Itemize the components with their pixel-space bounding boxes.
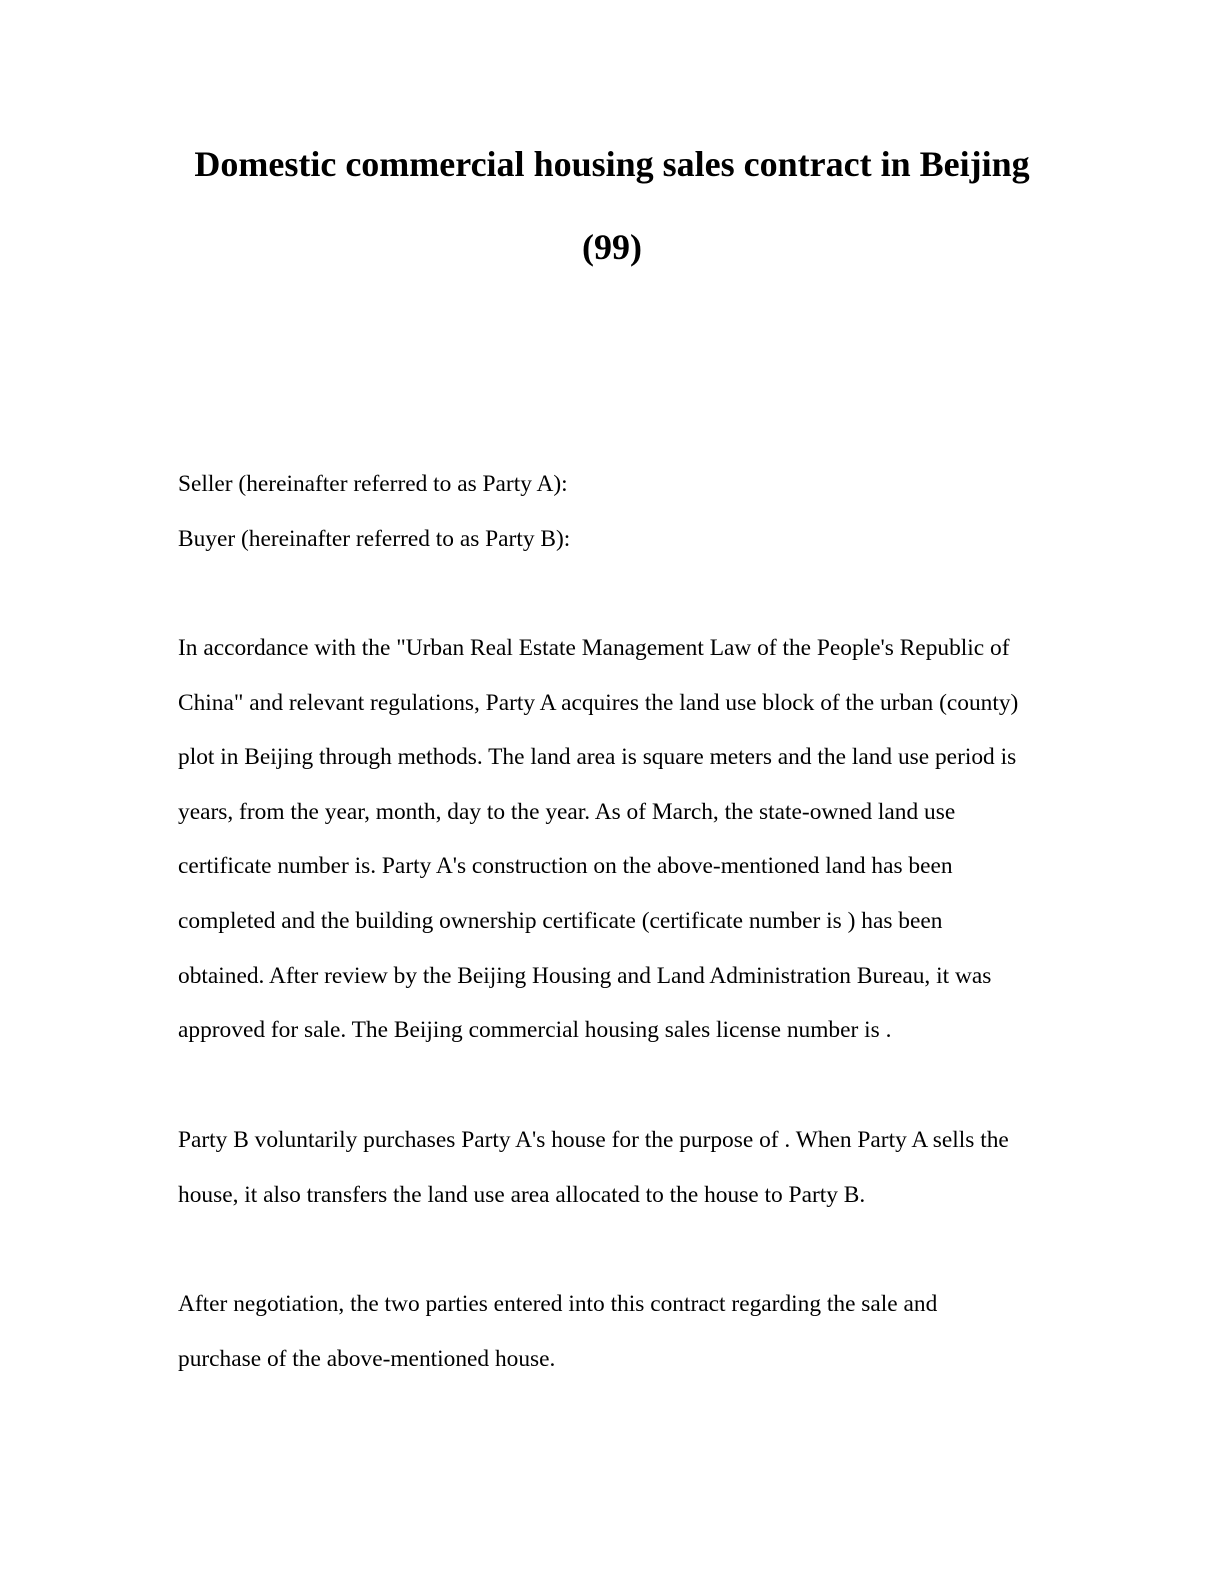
parties-block [178,457,1058,566]
paragraph-line: In accordance with the "Urban Real Estate Management Law of the People's Republic of [178,635,1010,661]
seller-line: Seller (hereinafter referred to as Party A): [178,471,568,497]
paragraph-land-acquisition [178,621,1058,1058]
document-title: Domestic commercial housing sales contract in Beijing [194,144,1030,184]
paragraph-negotiation [178,1277,1058,1386]
paragraph-line: years, from the year, month, day to the year. As of March, the state-owned land use [178,798,956,825]
buyer-line: Buyer (hereinafter referred to as Party B): [178,525,571,552]
document-title-year: (99) [582,227,642,267]
paragraph-line: house, it also transfers the land use area allocated to the house to Party B. [178,1181,866,1208]
paragraph-purchase-purpose [178,1113,1058,1222]
paragraph-line: certificate number is. Party A's construction on the above-mentioned land has been [178,853,953,880]
paragraph-line: plot in Beijing through methods. The land area is square meters and the land use period is [178,744,1017,771]
paragraph-line: China" and relevant regulations, Party A acquires the land use block of the urban (county) [178,689,1019,716]
paragraph-line: Party B voluntarily purchases Party A's house for the purpose of . When Party A sells the [178,1127,1009,1153]
paragraph-line: obtained. After review by the Beijing Housing and Land Administration Bureau, it was [178,962,992,989]
paragraph-line: approved for sale. The Beijing commercial housing sales license number is . [178,1017,892,1044]
paragraph-line: After negotiation, the two parties entered into this contract regarding the sale and [178,1291,938,1317]
paragraph-line: completed and the building ownership certificate (certificate number is ) has been [178,907,943,934]
paragraph-line: purchase of the above-mentioned house. [178,1345,556,1372]
